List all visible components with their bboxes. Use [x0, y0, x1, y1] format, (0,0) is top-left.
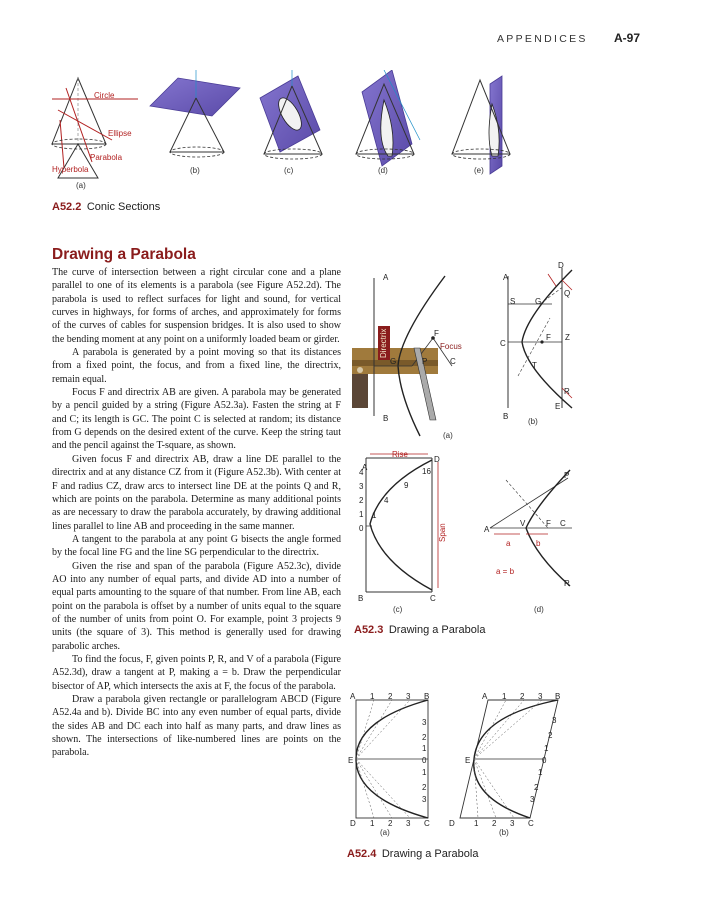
fig4a-bottom-2: 2 — [388, 819, 393, 828]
panel-label-b: (b) — [190, 166, 200, 175]
b-point-z: Z — [565, 333, 570, 342]
paragraph: The curve of intersection between a right circular cone and a plane parallel to one of its elements is a parabola (see Figure A52.2d). The parabola is used to reflect surfaces for light and sound, for vertical curves in highways, for forms of arches, and approximately for forms of the curves of cables for suspension bridges. It is also used to show the bending moment at any point on a uniformly loaded beam or girder. — [52, 267, 341, 345]
c-curve-1: 1 — [372, 511, 377, 520]
cone-e — [452, 76, 510, 174]
fig4b-right-3b: 3 — [530, 795, 535, 804]
fig4a-e: E — [348, 756, 354, 765]
fig4a-top-1: 1 — [370, 692, 375, 701]
fig4b-e: E — [465, 756, 471, 765]
c-tick-0: 0 — [359, 524, 364, 533]
fig4a-right-1: 1 — [422, 744, 427, 753]
panel-a-rectangle — [356, 700, 428, 818]
b-panel: (b) — [528, 417, 538, 426]
panel-label-d: (d) — [378, 166, 388, 175]
fig4b-bottom-3: 3 — [510, 819, 515, 828]
panel-label-c: (c) — [284, 166, 294, 175]
page-number: A-97 — [614, 31, 641, 45]
c-rise: Rise — [392, 450, 409, 459]
d-point-c: C — [560, 519, 566, 528]
figure-a52-3-caption — [354, 624, 485, 636]
a-panel: (a) — [443, 431, 453, 440]
c-curve-16: 16 — [422, 467, 431, 476]
panel-label-e: (e) — [474, 166, 484, 175]
fig4a-bottom-d: D — [350, 819, 356, 828]
d-a: a — [506, 539, 511, 548]
d-point-r: R — [564, 579, 570, 588]
fig4a-right-1b: 1 — [422, 768, 427, 777]
fig4a-bottom-1: 1 — [370, 819, 375, 828]
fig4b-bottom-1: 1 — [474, 819, 479, 828]
c-point-d: D — [434, 455, 440, 464]
fig4b-top-1: 1 — [502, 692, 507, 701]
fig4a-top-a: A — [350, 692, 356, 701]
a-point-b: B — [383, 414, 389, 423]
d-point-a: A — [484, 525, 490, 534]
fig4b-top-b: B — [555, 692, 561, 701]
d-relation: a = b — [496, 567, 515, 576]
c-panel: (c) — [393, 605, 403, 614]
fig4a-bottom-3: 3 — [406, 819, 411, 828]
figure-a52-4-caption — [347, 848, 478, 860]
panel-b-arc-method — [508, 268, 572, 408]
b-point-r: R — [564, 387, 570, 396]
body-text — [52, 266, 341, 760]
parabola-figure-a52-4 — [344, 690, 584, 840]
fig4b-right-2: 2 — [548, 731, 553, 740]
fig4b-bottom-d: D — [449, 819, 455, 828]
panel-a-string-method — [352, 276, 452, 436]
paragraph: Focus F and directrix AB are given. A parabola may be generated by a pencil guided by a string (Figure A52.3a). Fasten the string at F and C; its length is GC. The point C is selected at random; its distance from G depends on the desired extent of the curve. Keep the string taut and the pencil against the T-square, as shown. — [52, 387, 341, 452]
paragraph: A parabola is generated by a point moving so that its distances from a fixed point, the focus, and from a fixed line, the directrix, remain equal. — [52, 347, 341, 385]
fig4b-right-0: 0 — [542, 756, 547, 765]
panel-label-a: (a) — [76, 181, 86, 190]
d-panel: (d) — [534, 605, 544, 614]
fig4b-right-3: 3 — [552, 716, 557, 725]
fig4b-top-a: A — [482, 692, 488, 701]
fig4b-right-1b: 1 — [538, 768, 543, 777]
b-point-t: T — [532, 361, 537, 370]
caption-text: Drawing a Parabola — [388, 624, 486, 636]
fig4b-top-3: 3 — [538, 692, 543, 701]
d-point-p: P — [564, 471, 570, 480]
b-point-a: A — [503, 273, 509, 282]
fig4a-right-2: 2 — [422, 733, 427, 742]
label-parabola: Parabola — [90, 153, 123, 162]
label-hyperbola: Hyperbola — [52, 165, 89, 174]
label-circle: Circle — [94, 91, 115, 100]
cone-d — [356, 70, 420, 166]
b-point-g: G — [535, 297, 542, 306]
fig4-panel-a: (a) — [380, 828, 390, 837]
a-directrix: Directrix — [379, 328, 388, 358]
cone-b — [150, 70, 240, 157]
d-point-v: V — [520, 519, 526, 528]
a-point-g: G — [390, 357, 397, 366]
fig4a-right-0: 0 — [422, 756, 427, 765]
fig4a-top-2: 2 — [388, 692, 393, 701]
c-tick-4: 4 — [359, 468, 364, 477]
caption-text: Conic Sections — [86, 201, 161, 213]
fig4a-right-2b: 2 — [422, 783, 427, 792]
c-point-a: A — [362, 463, 368, 472]
running-head: APPENDICES — [497, 33, 588, 45]
c-point-c: C — [430, 594, 436, 603]
figure-a52-2-caption — [52, 201, 160, 213]
b-point-b: B — [503, 412, 509, 421]
a-point-p: P — [422, 357, 428, 366]
fig4a-top-3: 3 — [406, 692, 411, 701]
caption-number: A52.4 — [347, 848, 377, 860]
caption-number: A52.2 — [52, 201, 82, 213]
fig4a-bottom-c: C — [424, 819, 430, 828]
paragraph: Given focus F and directrix AB, draw a line DE parallel to the directrix and at any distance CZ from it (Figure A52.3b). With center at F and radius CZ, draw arcs to intersect line DE at the points Q and R, which are points on the parabola. Determine as many additional points as are necessary to draw the parabola accurately, by drawing additional lines parallel to line AB and proceeding in the same manner. — [52, 453, 341, 532]
c-point-b: B — [358, 594, 364, 603]
c-span: Span — [438, 523, 447, 542]
b-point-e: E — [555, 402, 561, 411]
cone-c — [260, 70, 322, 159]
c-tick-3: 3 — [359, 482, 364, 491]
d-b: b — [536, 539, 541, 548]
paragraph: To find the focus, F, given points P, R, and V of a parabola (Figure A52.3d), draw a tangent at P, making a = b. Draw the perpendicular bisector of AP, which intersects the axis at F, the focus of the parabola. — [52, 653, 341, 692]
c-tick-1: 1 — [359, 510, 364, 519]
fig4b-bottom-c: C — [528, 819, 534, 828]
fig4-panel-b: (b) — [499, 828, 509, 837]
b-point-c: C — [500, 339, 506, 348]
caption-text: Drawing a Parabola — [381, 848, 479, 860]
fig4b-top-2: 2 — [520, 692, 525, 701]
fig4b-right-2b: 2 — [534, 783, 539, 792]
fig4a-right-3: 3 — [422, 718, 427, 727]
a-point-a: A — [383, 273, 389, 282]
fig4b-bottom-2: 2 — [492, 819, 497, 828]
parabola-figure-a52-3 — [350, 256, 590, 616]
paragraph: Draw a parabola given rectangle or parallelogram ABCD (Figure A52.4a and b). Divide BC into any even number of equal parts, divide the sides AB and DC each into half as many parts, and draw lines as shown. The intersections of like-numbered lines are points on the parabola. — [52, 694, 341, 759]
b-point-f: F — [546, 333, 551, 342]
section-heading: Drawing a Parabola — [52, 246, 196, 263]
conic-sections-figure — [40, 70, 650, 195]
paragraph: A tangent to the parabola at any point G bisects the angle formed by the focal line FG and the line SG perpendicular to the directrix. — [52, 533, 341, 559]
fig4a-right-3b: 3 — [422, 795, 427, 804]
paragraph: Given the rise and span of the parabola (Figure A52.3c), divide AO into any number of equal parts, and divide AD into a number of equal parts amounting to the square of that number. From line AB, each point on the parabola is offset by a number of units equal to the square of the number of units from point O. For example, point 3 projects 9 units (the square of 3). This method is generally used for drawing parabolic arches. — [52, 560, 341, 652]
b-point-s: S — [510, 297, 516, 306]
c-curve-4: 4 — [384, 496, 389, 505]
a-point-f: F — [434, 329, 439, 338]
b-point-d: D — [558, 261, 564, 270]
fig4b-right-1: 1 — [544, 744, 549, 753]
a-point-c: C — [450, 357, 456, 366]
caption-number: A52.3 — [354, 624, 384, 636]
c-curve-9: 9 — [404, 481, 409, 490]
c-tick-2: 2 — [359, 496, 364, 505]
a-focus: Focus — [440, 342, 462, 351]
fig4a-top-b: B — [424, 692, 430, 701]
label-ellipse: Ellipse — [108, 129, 132, 138]
b-point-q: Q — [564, 289, 571, 298]
d-point-f: F — [546, 519, 551, 528]
